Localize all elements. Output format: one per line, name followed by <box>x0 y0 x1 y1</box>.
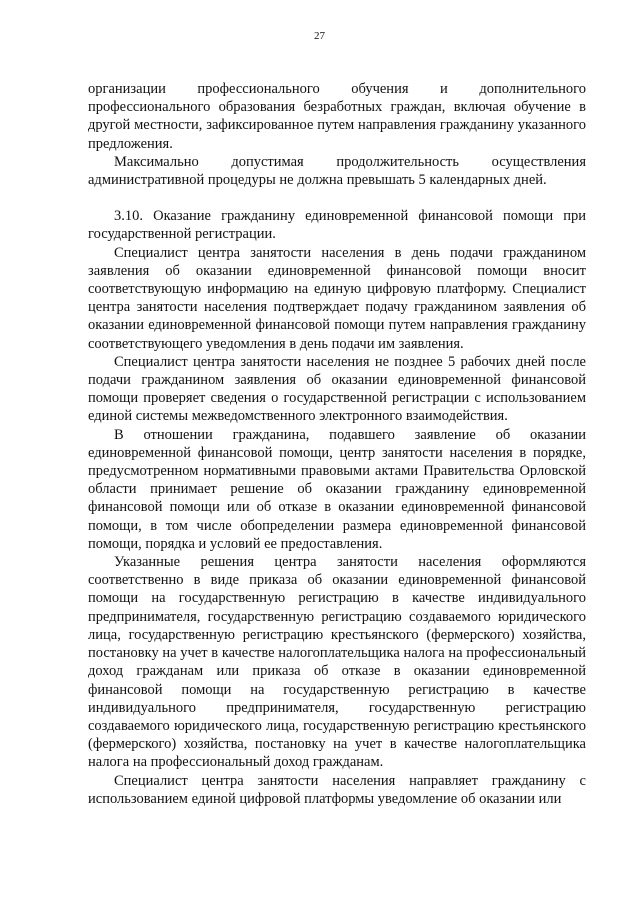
section-spacer <box>88 189 586 207</box>
paragraph-continuation: организации профессионального обучения и дополнительного профессионального образования безработных граждан, включая обучение в другой местности, зафиксированное путем направления гражданину указанного предложения. <box>88 81 586 152</box>
paragraph-notification: Специалист центра занятости населения направляет гражданину с использованием единой цифровой платформы уведомление об оказании или <box>88 772 586 807</box>
paragraph-duration: Максимально допустимая продолжительность осуществления административной процедуры не должна превышать 5 календарных дней. <box>88 153 586 189</box>
paragraph-application: Специалист центра занятости населения в день подачи гражданином заявления об оказании единовременной финансовой помощи вносит соответствующую информацию на единую цифровую платформу. Специалист центра занятости населения подтверждает подачу гражданином заявления об оказании единовременной финансовой помощи путем направления гражданину соответствующего уведомления в день подачи им заявления. <box>88 244 586 352</box>
page-number: 27 <box>314 30 325 42</box>
paragraph-orders: Указанные решения центра занятости населения оформляются соответственно в виде приказа об оказании единовременной финансовой помощи на государственную регистрацию в качестве индивидуального предпринимателя, государственную регистрацию создаваемого юридического лица, государственную регистрацию крестьянского (фермерского) хозяйства, постановку на учет в качестве налогоплательщика налога на профессиональный доход гражданам или приказа об отказе в оказании единовременной финансовой помощи на государственную регистрацию в качестве индивидуального предпринимателя, государственную регистрацию создаваемого юридического лица, государственную регистрацию крестьянского (фермерского) хозяйства, постановку на учет в качестве налогоплательщика налога на профессиональный доход гражданам. <box>88 554 586 771</box>
paragraph-decision: В отношении гражданина, подавшего заявление об оказании единовременной финансовой помощи, центр занятости населения в порядке, предусмотренном нормативными правовыми актами Правительства Орловской области принимает решение об оказании гражданину единовременной финансовой помощи или об отказе в оказании единовременной финансовой помощи, в том числе обопределении размера единовременной финансовой помощи, порядка и условий ее предоставления. <box>88 426 586 552</box>
paragraph-verification: Специалист центра занятости населения не позднее 5 рабочих дней после подачи гражданином заявления об оказании единовременной финансовой помощи проверяет сведения о государственной регистрации с использованием единой системы межведомственного электронного взаимодействия. <box>88 353 586 425</box>
document-body <box>88 80 586 808</box>
section-heading: 3.10. Оказание гражданину единовременной финансовой помощи при государственной регистрации. <box>88 208 586 243</box>
